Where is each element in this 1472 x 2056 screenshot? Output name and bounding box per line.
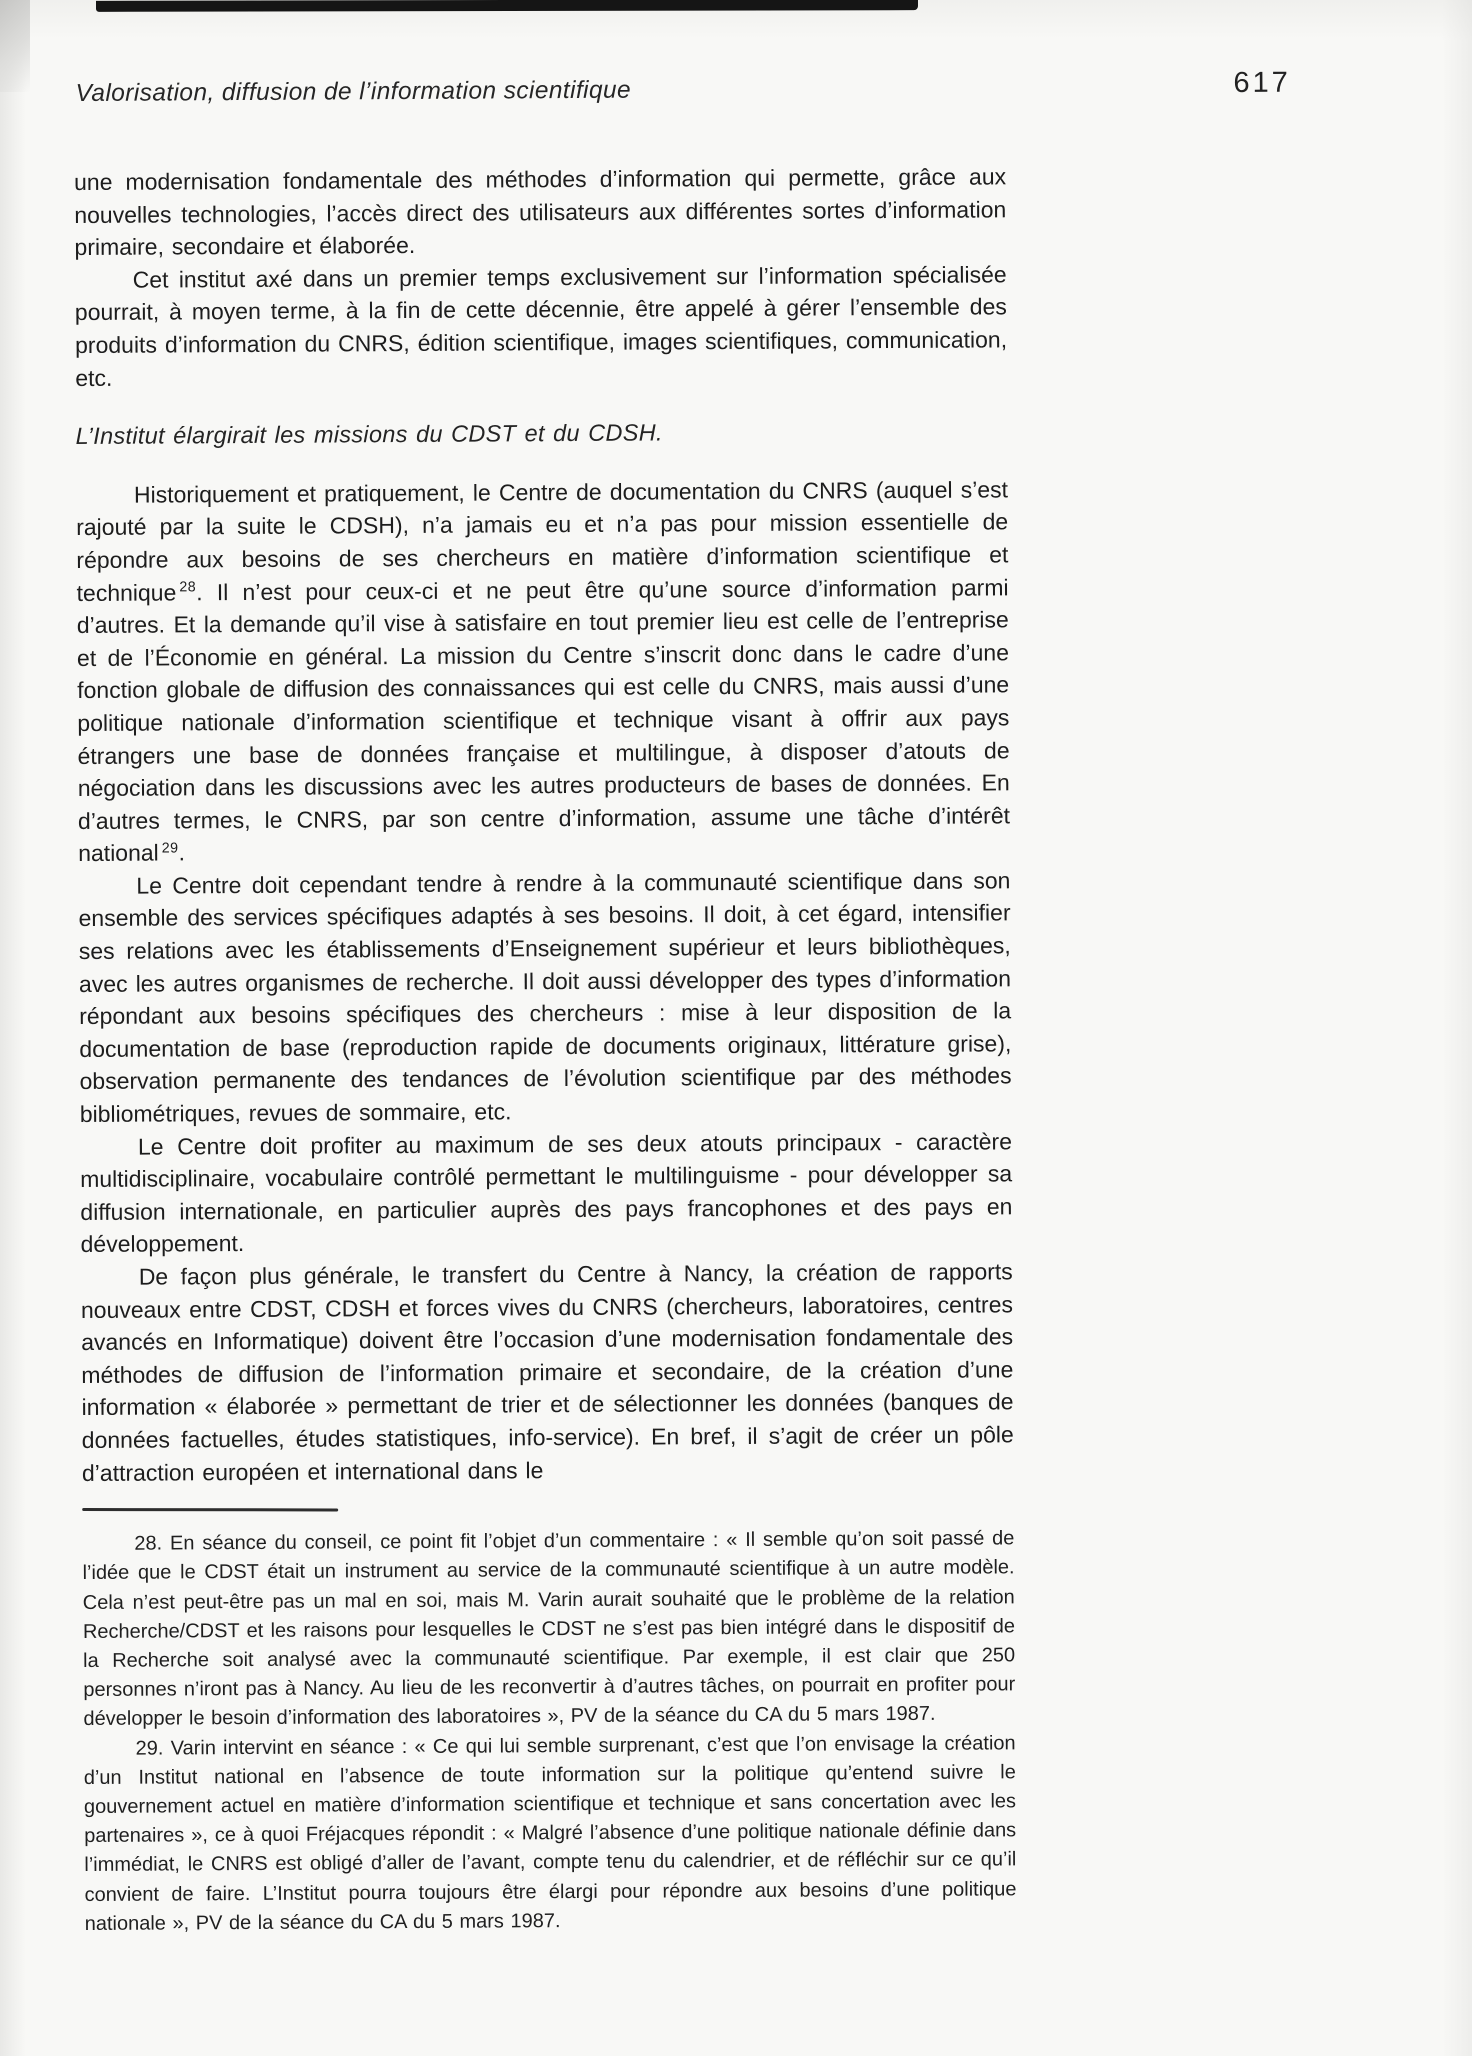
section-heading: L’Institut élargirait les missions du CDST et du CDSH. <box>75 419 663 450</box>
paragraph-transfert: De façon plus générale, le transfert du Centre à Nancy, la création de rapports nouveaux entre CDST, CDSH et forces vives du CNRS (chercheurs, laboratoires, centres avancés en Informatique) doivent être l’occasion d’une modernisation fondamentale des méthodes de diffusion de l’information primaire et secondaire, de la création d’une information « élaborée » permettant de trier et de sélectionner les données (banques de données factuelles, études statistiques, info-service). En bref, il s’agit de créer un pôle d’attraction européen et international dans le <box>80 1258 1014 1486</box>
paragraph-historique-text-3: . <box>178 839 186 866</box>
paragraph-services: Le Centre doit cependant tendre à rendre à la communauté scientifique dans son ensemble des services spécifiques adaptés à ses besoins. Il doit, à cet égard, intensifier ses relations avec les établissements d’Enseignement supérieur et leurs bibliothèques, avec les autres organismes de recherche. Il doit aussi développer des types d’information répondant aux besoins spécifiques des chercheurs : mise à leur disposition de la documentation de base (reproduction rapide de documents originaux, littérature grise), observation permanente des tendances de l’évolution scientifique par des méthodes bibliométriques, revues de sommaire, etc. <box>78 867 1012 1128</box>
footnote-ref-29: 29 <box>161 840 179 857</box>
body-text <box>74 160 1017 1939</box>
paragraph-atouts: Le Centre doit profiter au maximum de ses deux atouts principaux - caractère multidisciplinaire, vocabulaire contrôlé permettant le multilinguisme - pour développer sa diffusion internationale, en particulier auprès des pays francophones et des pays en développement. <box>80 1127 1013 1258</box>
footnote-separator <box>82 1508 338 1511</box>
paragraph-historique <box>76 473 1010 870</box>
page-number: 617 <box>1233 66 1291 99</box>
footnote-28: 28. En séance du conseil, ce point fit l’objet d’un commentaire : « Il semble qu’on soit passé de l’idée que le CDST était un instrument au service de la communauté scientifique à un autre modèle. Cela n’est peut-être pas un mal en soi, mais M. Varin aurait souhaité que le problème de la relation Recherche/CDST et les raisons pour lesquelles le CDST ne s’est pas bien intégré dans le dispositif de la Recherche soit analysé avec la communauté scientifique. Par exemple, il est clair que 250 personnes n’iront pas à Nancy. Au lieu de les reconvertir à d’autres tâches, on pourrait en profiter pour développer le besoin d’information des laboratoires », PV de la séance du CA du 5 mars 1987. <box>82 1527 1016 1731</box>
footnote-ref-28: 28 <box>179 579 197 596</box>
paragraph-historique-text-1: Historiquement et pratiquement, le Centre de documentation du CNRS (auquel s’est rajouté par la suite le CDSH), n’a jamais eu et n’a pas pour mission essentielle de répondre aux besoins de ses chercheurs en matière d’information scientifique et technique <box>76 476 1009 606</box>
running-title: Valorisation, diffusion de l’information scientifique <box>75 76 632 108</box>
paragraph-continuation: une modernisation fondamentale des méthodes d’information qui permette, grâce aux nouvelles technologies, l’accès direct des utilisateurs aux différentes sortes d’information primaire, secondaire et élaborée. <box>73 163 1007 261</box>
paragraph-historique-text-2: . Il n’est pour ceux-ci et ne peut être qu’une source d’information parmi d’autres. Et la demande qu’il vise à satisfaire en tout premier lieu est celle de l’entreprise et de l’Économie en général. La mission du Centre s’inscrit donc dans le cadre d’une fonction globale de diffusion des connaissances qui est celle du CNRS, mais aussi d’une politique nationale d’information scientifique et technique visant à offrir aux pays étrangers une base de données française et multilingue, à disposer d’atouts de négociation dans les discussions avec les autres producteurs de bases de données. En d’autres termes, le CNRS, par son centre d’information, assume une tâche d’intérêt national <box>76 573 1011 867</box>
paragraph-institut: Cet institut axé dans un premier temps exclusivement sur l’information spécialisée pourrait, à moyen terme, à la fin de cette décennie, être appelé à gérer l’ensemble des produits d’information du CNRS, édition scientifique, images scientifiques, communication, etc. <box>74 261 1008 391</box>
footnotes-block <box>82 1524 1016 1939</box>
footnote-29: 29. Varin intervint en séance : « Ce qui lui semble surprenant, c’est que l’on envisage la création d’un Institut national en l’absence de toute information sur la politique qu’entend suivre le gouvernement actuel en matière d’information scientifique et technique et sans concertation avec les partenaires », ce à quoi Fréjacques répondit : « Malgré l’absence d’une politique nationale définie dans l’immédiat, le CNRS est obligé d’aller de l’avant, compte tenu du calendrier, et de réfléchir sur ce qu’il convient de faire. L’Institut pourra toujours être élargi pour répondre aux besoins d’une politique nationale », PV de la séance du CA du 5 mars 1987. <box>83 1731 1017 1935</box>
